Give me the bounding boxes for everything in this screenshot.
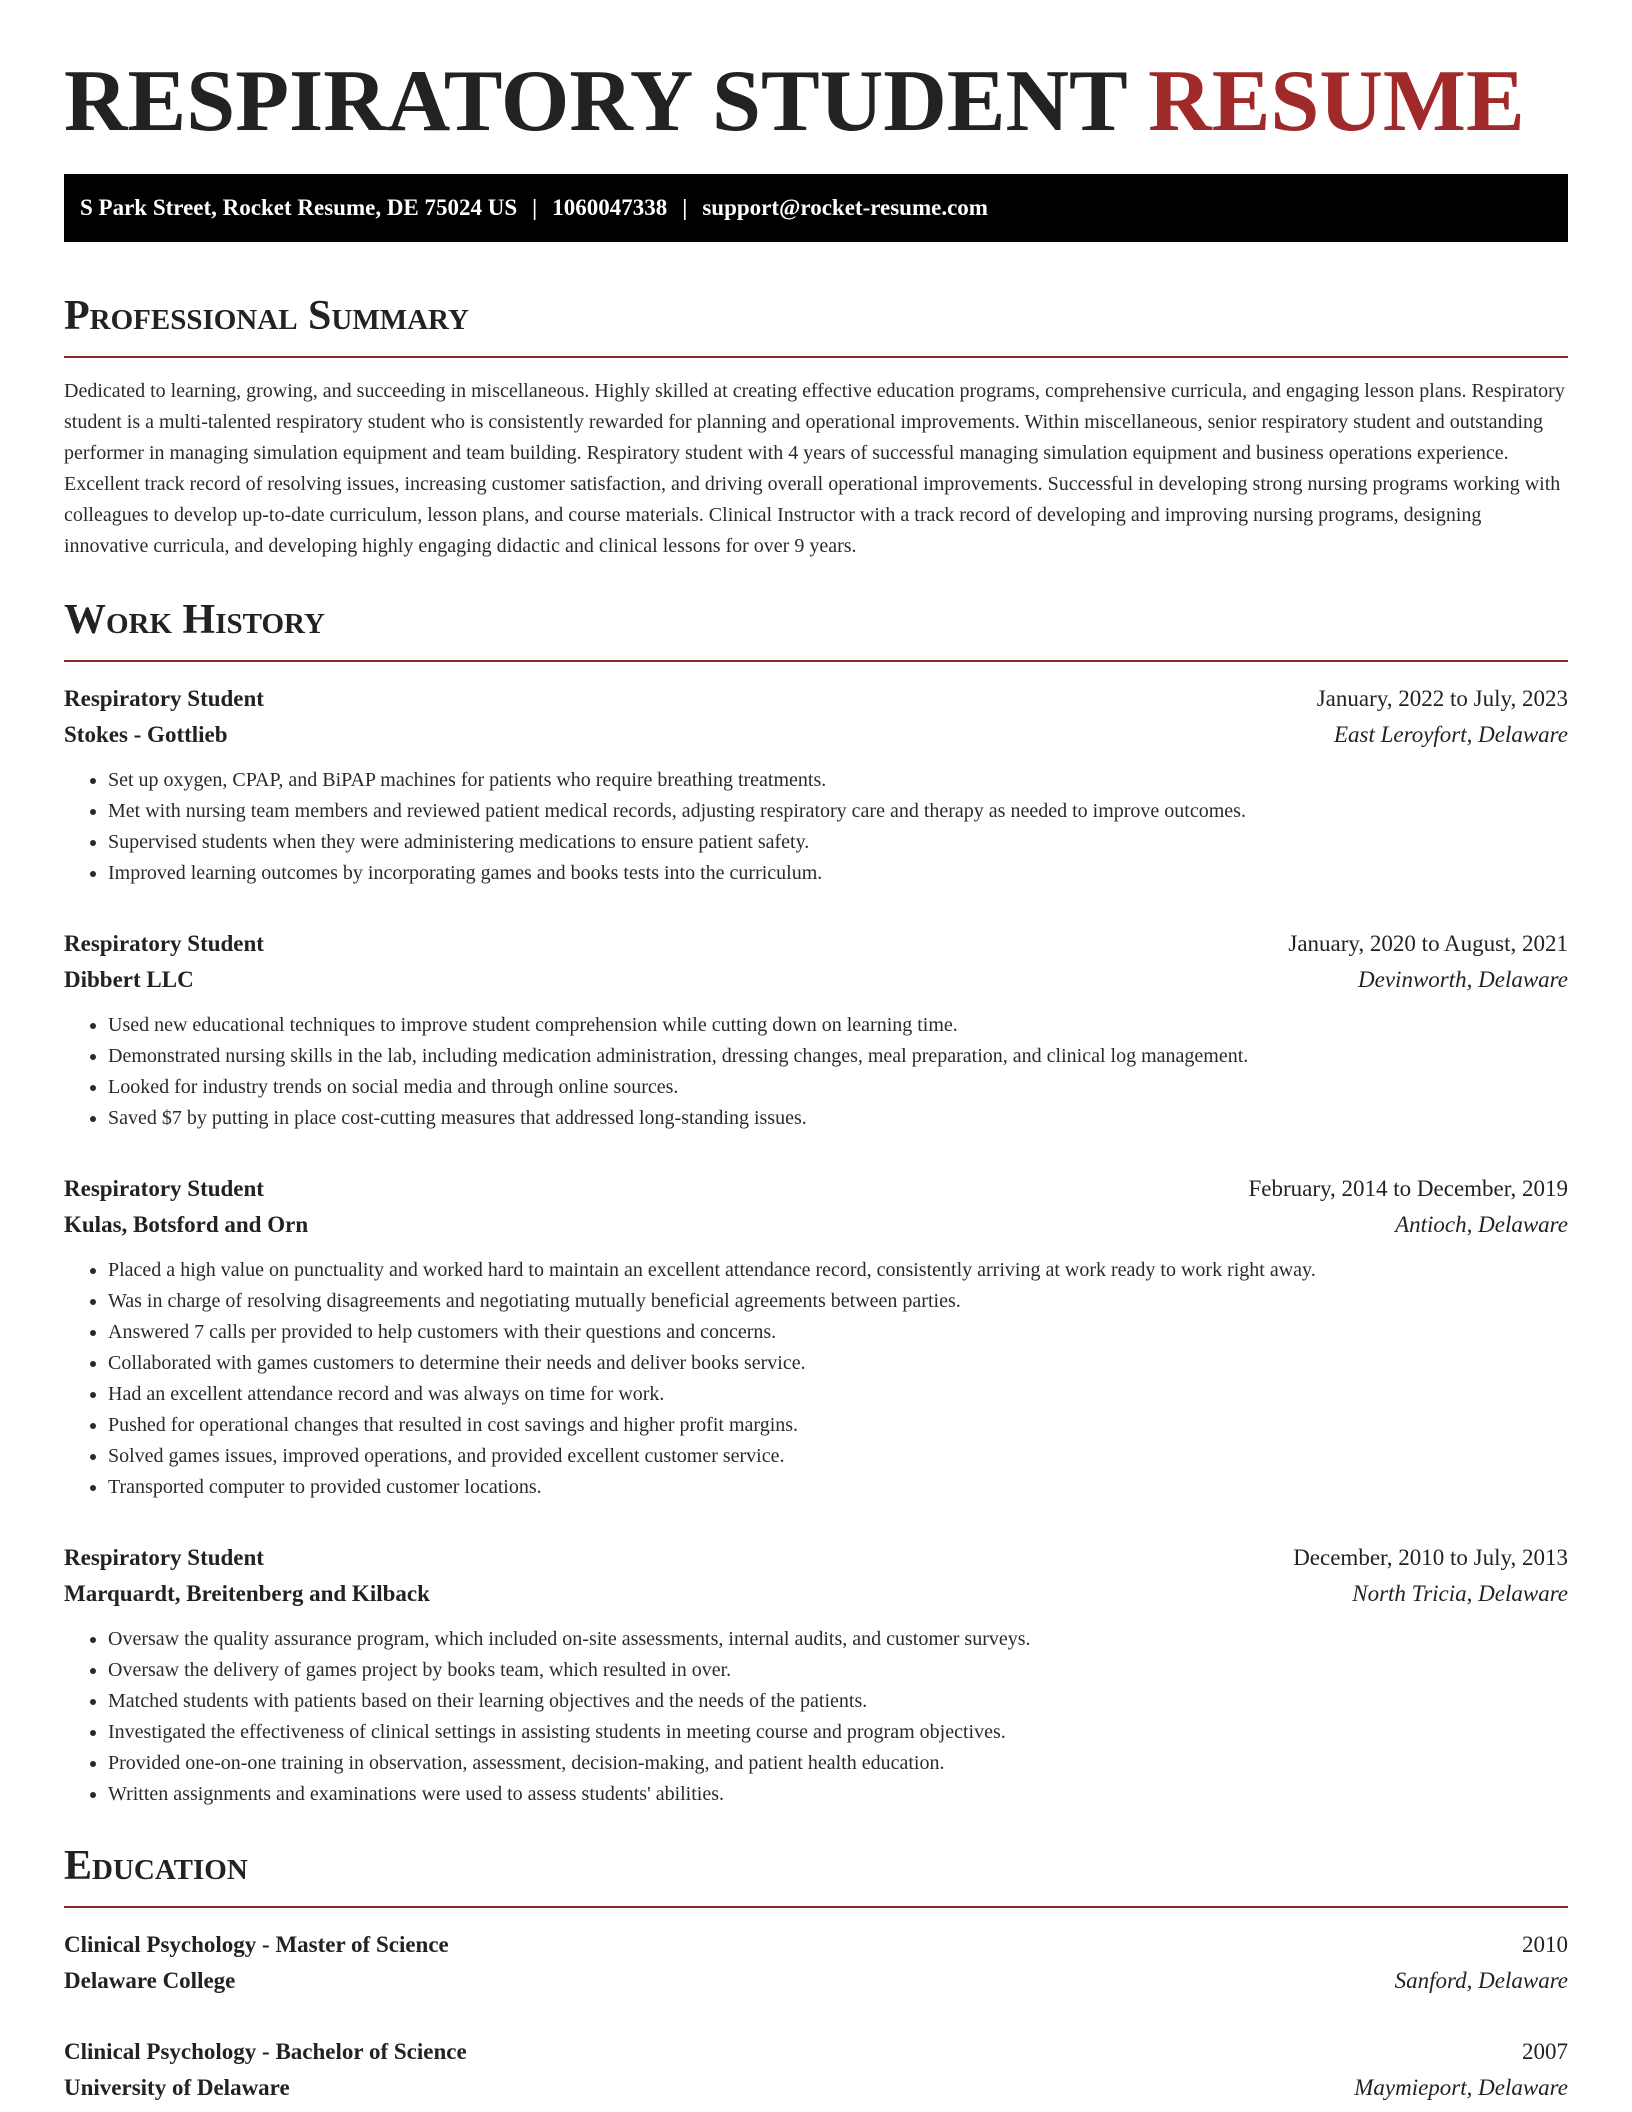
title-accent: RESUME <box>1148 53 1525 150</box>
job-dates: February, 2014 to December, 2019 <box>1248 1176 1568 1201</box>
job-company: Dibbert LLC <box>64 967 194 992</box>
job-bullet: • Set up oxygen, CPAP, and BiPAP machines for patients who require breathing treatments. <box>108 765 1568 796</box>
title-main: RESPIRATORY STUDENT <box>64 53 1127 150</box>
education-entry <box>64 2035 1568 2104</box>
job-bullet: • Written assignments and examinations were used to assess students' abilities. <box>108 1779 1568 1810</box>
job-bullet: • Improved learning outcomes by incorporating games and books tests into the curriculum. <box>108 858 1568 889</box>
job-bullet: • Transported computer to provided customer locations. <box>108 1472 1568 1503</box>
job-bullet: • Looked for industry trends on social media and through online sources. <box>108 1072 1568 1103</box>
contact-separator: | <box>682 195 688 220</box>
job-role: Respiratory Student <box>64 1545 264 1570</box>
job-bullet: • Placed a high value on punctuality and worked hard to maintain an excellent attendance record, consistently arriving at work ready to work right away. <box>108 1255 1568 1286</box>
section-divider <box>64 660 1568 662</box>
professional-summary-section <box>64 288 1568 562</box>
education-entry <box>64 1928 1568 1997</box>
job-role: Respiratory Student <box>64 686 264 711</box>
contact-separator: | <box>532 195 538 220</box>
contact-email: support@rocket-resume.com <box>702 195 988 220</box>
resume-title <box>64 0 1568 158</box>
education-section <box>64 1838 1568 2104</box>
education-location: Sanford, Delaware <box>1394 1968 1568 1993</box>
job-role: Respiratory Student <box>64 1176 264 1201</box>
education-degree: Clinical Psychology - Master of Science <box>64 1932 449 1957</box>
job-company: Kulas, Botsford and Orn <box>64 1212 309 1237</box>
job-bullet: • Was in charge of resolving disagreements and negotiating mutually beneficial agreements between parties. <box>108 1286 1568 1317</box>
job-entry <box>64 1541 1568 1810</box>
job-bullet-list <box>64 765 1568 889</box>
section-heading-work: Work History <box>64 597 325 643</box>
job-dates: December, 2010 to July, 2013 <box>1293 1545 1568 1570</box>
summary-paragraph: Dedicated to learning, growing, and succeeding in miscellaneous. Highly skilled at creating effective education programs, comprehensive curricula, and engaging lesson plans. Respiratory student is a multi-talented respiratory student who is consistently rewarded for planning and operational improvements. Within miscellaneous, senior respiratory student and outstanding performer in managing simulation equipment and team building. Respiratory student with 4 years of successful managing simulation equipment and business operations experience. Excellent track record of resolving issues, increasing customer satisfaction, and driving overall operational improvements. Successful in developing strong nursing programs working with colleagues to develop up-to-date curriculum, lesson plans, and course materials. Clinical Instructor with a track record of developing and improving nursing programs, designing innovative curricula, and developing highly engaging didactic and clinical lessons for over 9 years. <box>64 380 1565 557</box>
job-company: Marquardt, Breitenberg and Kilback <box>64 1581 430 1606</box>
job-bullet: • Demonstrated nursing skills in the lab, including medication administration, dressing changes, meal preparation, and clinical log management. <box>108 1041 1568 1072</box>
education-school: Delaware College <box>64 1968 236 1993</box>
contact-bar <box>64 174 1568 242</box>
education-year: 2010 <box>1522 1932 1568 1957</box>
job-bullet: • Investigated the effectiveness of clinical settings in assisting students in meeting course and program objectives. <box>108 1717 1568 1748</box>
job-bullet-list <box>64 1255 1568 1503</box>
job-location: North Tricia, Delaware <box>1352 1581 1568 1606</box>
job-bullet: • Oversaw the quality assurance program, which included on-site assessments, internal audits, and customer surveys. <box>108 1624 1568 1655</box>
education-location: Maymieport, Delaware <box>1354 2075 1568 2100</box>
section-divider <box>64 356 1568 358</box>
section-heading-education: Education <box>64 1843 248 1889</box>
job-entry <box>64 682 1568 889</box>
job-role: Respiratory Student <box>64 931 264 956</box>
job-bullet: • Saved $7 by putting in place cost-cutting measures that addressed long-standing issues. <box>108 1103 1568 1134</box>
job-dates: January, 2020 to August, 2021 <box>1288 931 1568 956</box>
job-bullet-list <box>64 1624 1568 1810</box>
job-bullet: • Provided one-on-one training in observation, assessment, decision-making, and patient health education. <box>108 1748 1568 1779</box>
job-bullet: • Used new educational techniques to improve student comprehension while cutting down on learning time. <box>108 1010 1568 1041</box>
education-year: 2007 <box>1522 2039 1568 2064</box>
section-divider <box>64 1906 1568 1908</box>
job-bullet: • Solved games issues, improved operations, and provided excellent customer service. <box>108 1441 1568 1472</box>
job-bullet: • Matched students with patients based on their learning objectives and the needs of the patients. <box>108 1686 1568 1717</box>
education-degree: Clinical Psychology - Bachelor of Science <box>64 2039 467 2064</box>
job-location: Antioch, Delaware <box>1395 1212 1568 1237</box>
job-bullet: • Collaborated with games customers to determine their needs and deliver books service. <box>108 1348 1568 1379</box>
job-dates: January, 2022 to July, 2023 <box>1316 686 1568 711</box>
contact-address: S Park Street, Rocket Resume, DE 75024 US <box>80 195 518 220</box>
job-bullet: • Answered 7 calls per provided to help customers with their questions and concerns. <box>108 1317 1568 1348</box>
job-bullet: • Met with nursing team members and reviewed patient medical records, adjusting respiratory care and therapy as needed to improve outcomes. <box>108 796 1568 827</box>
job-location: Devinworth, Delaware <box>1358 967 1568 992</box>
job-bullet: • Oversaw the delivery of games project by books team, which resulted in over. <box>108 1655 1568 1686</box>
section-heading-summary: Professional Summary <box>64 293 469 339</box>
job-entry <box>64 1172 1568 1503</box>
job-bullet: • Supervised students when they were administering medications to ensure patient safety. <box>108 827 1568 858</box>
job-company: Stokes - Gottlieb <box>64 722 228 747</box>
job-entry <box>64 927 1568 1134</box>
job-bullet-list <box>64 1010 1568 1134</box>
job-location: East Leroyfort, Delaware <box>1333 722 1568 747</box>
contact-phone: 1060047338 <box>552 195 668 220</box>
education-school: University of Delaware <box>64 2075 290 2100</box>
job-bullet: • Had an excellent attendance record and was always on time for work. <box>108 1379 1568 1410</box>
work-history-section <box>64 592 1568 1810</box>
job-bullet: • Pushed for operational changes that resulted in cost savings and higher profit margins. <box>108 1410 1568 1441</box>
